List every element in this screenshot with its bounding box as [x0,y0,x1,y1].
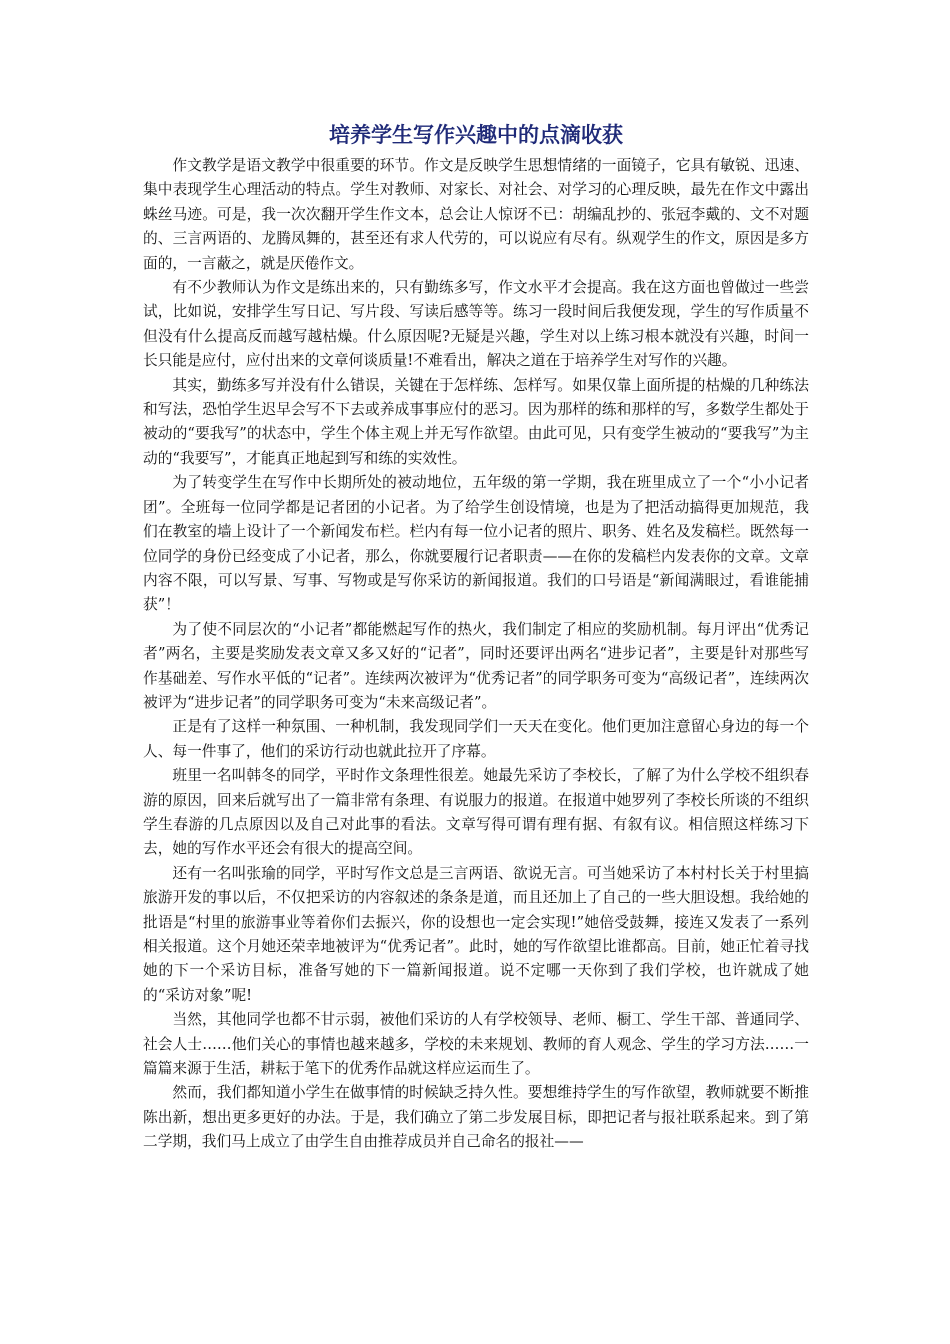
paragraph: 有不少教师认为作文是练出来的，只有勤练多写，作文水平才会提高。我在这方面也曾做过一些尝试，比如说，安排学生写日记、写片段、写读后感等等。练习一段时间后我便发现，学生的写作质量不但没有什么提高反而越写越枯燥。什么原因呢?无疑是兴趣，学生对以上练习根本就没有兴趣，时间一长只能是应付，应付出来的文章何谈质量!不难看出，解决之道在于培养学生对写作的兴趣。 [143,279,809,370]
paragraph: 然而，我们都知道小学生在做事情的时候缺乏持久性。要想维持学生的写作欲望，教师就要不断推陈出新，想出更多更好的办法。于是，我们确立了第二步发展目标，即把记者与报社联系起来。到了第二学期，我们马上成立了由学生自由推荐成员并自己命名的报社—— [143,1084,809,1151]
paragraph: 当然，其他同学也都不甘示弱，被他们采访的人有学校领导、老师、橱工、学生干部、普通同学、社会人士……他们关心的事情也越来越多，学校的未来规划、教师的育人观念、学生的学习方法……一篇篇来源于生活，耕耘于笔下的优秀作品就这样应运而生了。 [143,1011,809,1078]
document-page [143,118,809,1155]
document-title: 培养学生写作兴趣中的点滴收获 [329,122,623,147]
paragraph: 作文教学是语文教学中很重要的环节。作文是反映学生思想情绪的一面镜子，它具有敏锐、迅速、集中表现学生心理活动的特点。学生对教师、对家长、对社会、对学习的心理反映，最先在作文中露出蛛丝马迹。可是，我一次次翻开学生作文本，总会让人惊讶不已：胡编乱抄的、张冠李戴的、文不对题的、三言两语的、龙腾凤舞的，甚至还有求人代劳的，可以说应有尽有。纵观学生的作文，原因是多方面的，一言蔽之，就是厌倦作文。 [143,157,809,272]
paragraph: 为了使不同层次的“小记者”都能燃起写作的热火，我们制定了相应的奖励机制。每月评出“优秀记者”两名，主要是奖励发表文章又多又好的“记者”，同时还要评出两名“进步记者”，主要是针对那些写作基础差、写作水平低的“记者”。连续两次被评为“优秀记者”的同学职务可变为“高级记者”，连续两次被评为“进步记者”的同学职务可变为“未来高级记者”。 [143,620,809,711]
paragraph: 班里一名叫韩冬的同学，平时作文条理性很差。她最先采访了李校长，了解了为什么学校不组织春游的原因，回来后就写出了一篇非常有条理、有说服力的报道。在报道中她罗列了李校长所谈的不组织学生春游的几点原因以及自己对此事的看法。文章写得可谓有理有据、有叙有议。相信照这样练习下去，她的写作水平还会有很大的提高空间。 [143,767,809,858]
paragraph: 为了转变学生在写作中长期所处的被动地位，五年级的第一学期，我在班里成立了一个“小小记者团”。全班每一位同学都是记者团的小记者。为了给学生创设情境，也是为了把活动搞得更加规范，我们在教室的墙上设计了一个新闻发布栏。栏内有每一位小记者的照片、职务、姓名及发稿栏。既然每一位同学的身份已经变成了小记者，那么，你就要履行记者职责——在你的发稿栏内发表你的文章。文章内容不限，可以写景、写事、写物或是写你采访的新闻报道。我们的口号语是“新闻满眼过，看谁能捕获”！ [143,474,809,614]
paragraph: 还有一名叫张瑜的同学，平时写作文总是三言两语、欲说无言。可当她采访了本村村长关于村里搞旅游开发的事以后，不仅把采访的内容叙述的条条是道，而且还加上了自己的一些大胆设想。我给她的批语是“村里的旅游事业等着你们去振兴，你的设想也一定会实现!”她倍受鼓舞，接连又发表了一系列相关报道。这个月她还荣幸地被评为“优秀记者”。此时，她的写作欲望比谁都高。目前，她正忙着寻找她的下一个采访目标，准备写她的下一篇新闻报道。说不定哪一天你到了我们学校，也许就成了她的“采访对象”呢! [143,864,809,1004]
paragraph: 其实，勤练多写并没有什么错误，关键在于怎样练、怎样写。如果仅靠上面所提的枯燥的几种练法和写法，恐怕学生迟早会写不下去或养成事事应付的恶习。因为那样的练和那样的写，多数学生都处于被动的“要我写”的状态中，学生个体主观上并无写作欲望。由此可见，只有变学生被动的“要我写”为主动的“我要写”，才能真正地起到写和练的实效性。 [143,376,809,467]
paragraph: 正是有了这样一种氛围、一种机制，我发现同学们一天天在变化。他们更加注意留心身边的每一个人、每一件事了，他们的采访行动也就此拉开了序幕。 [143,718,809,760]
